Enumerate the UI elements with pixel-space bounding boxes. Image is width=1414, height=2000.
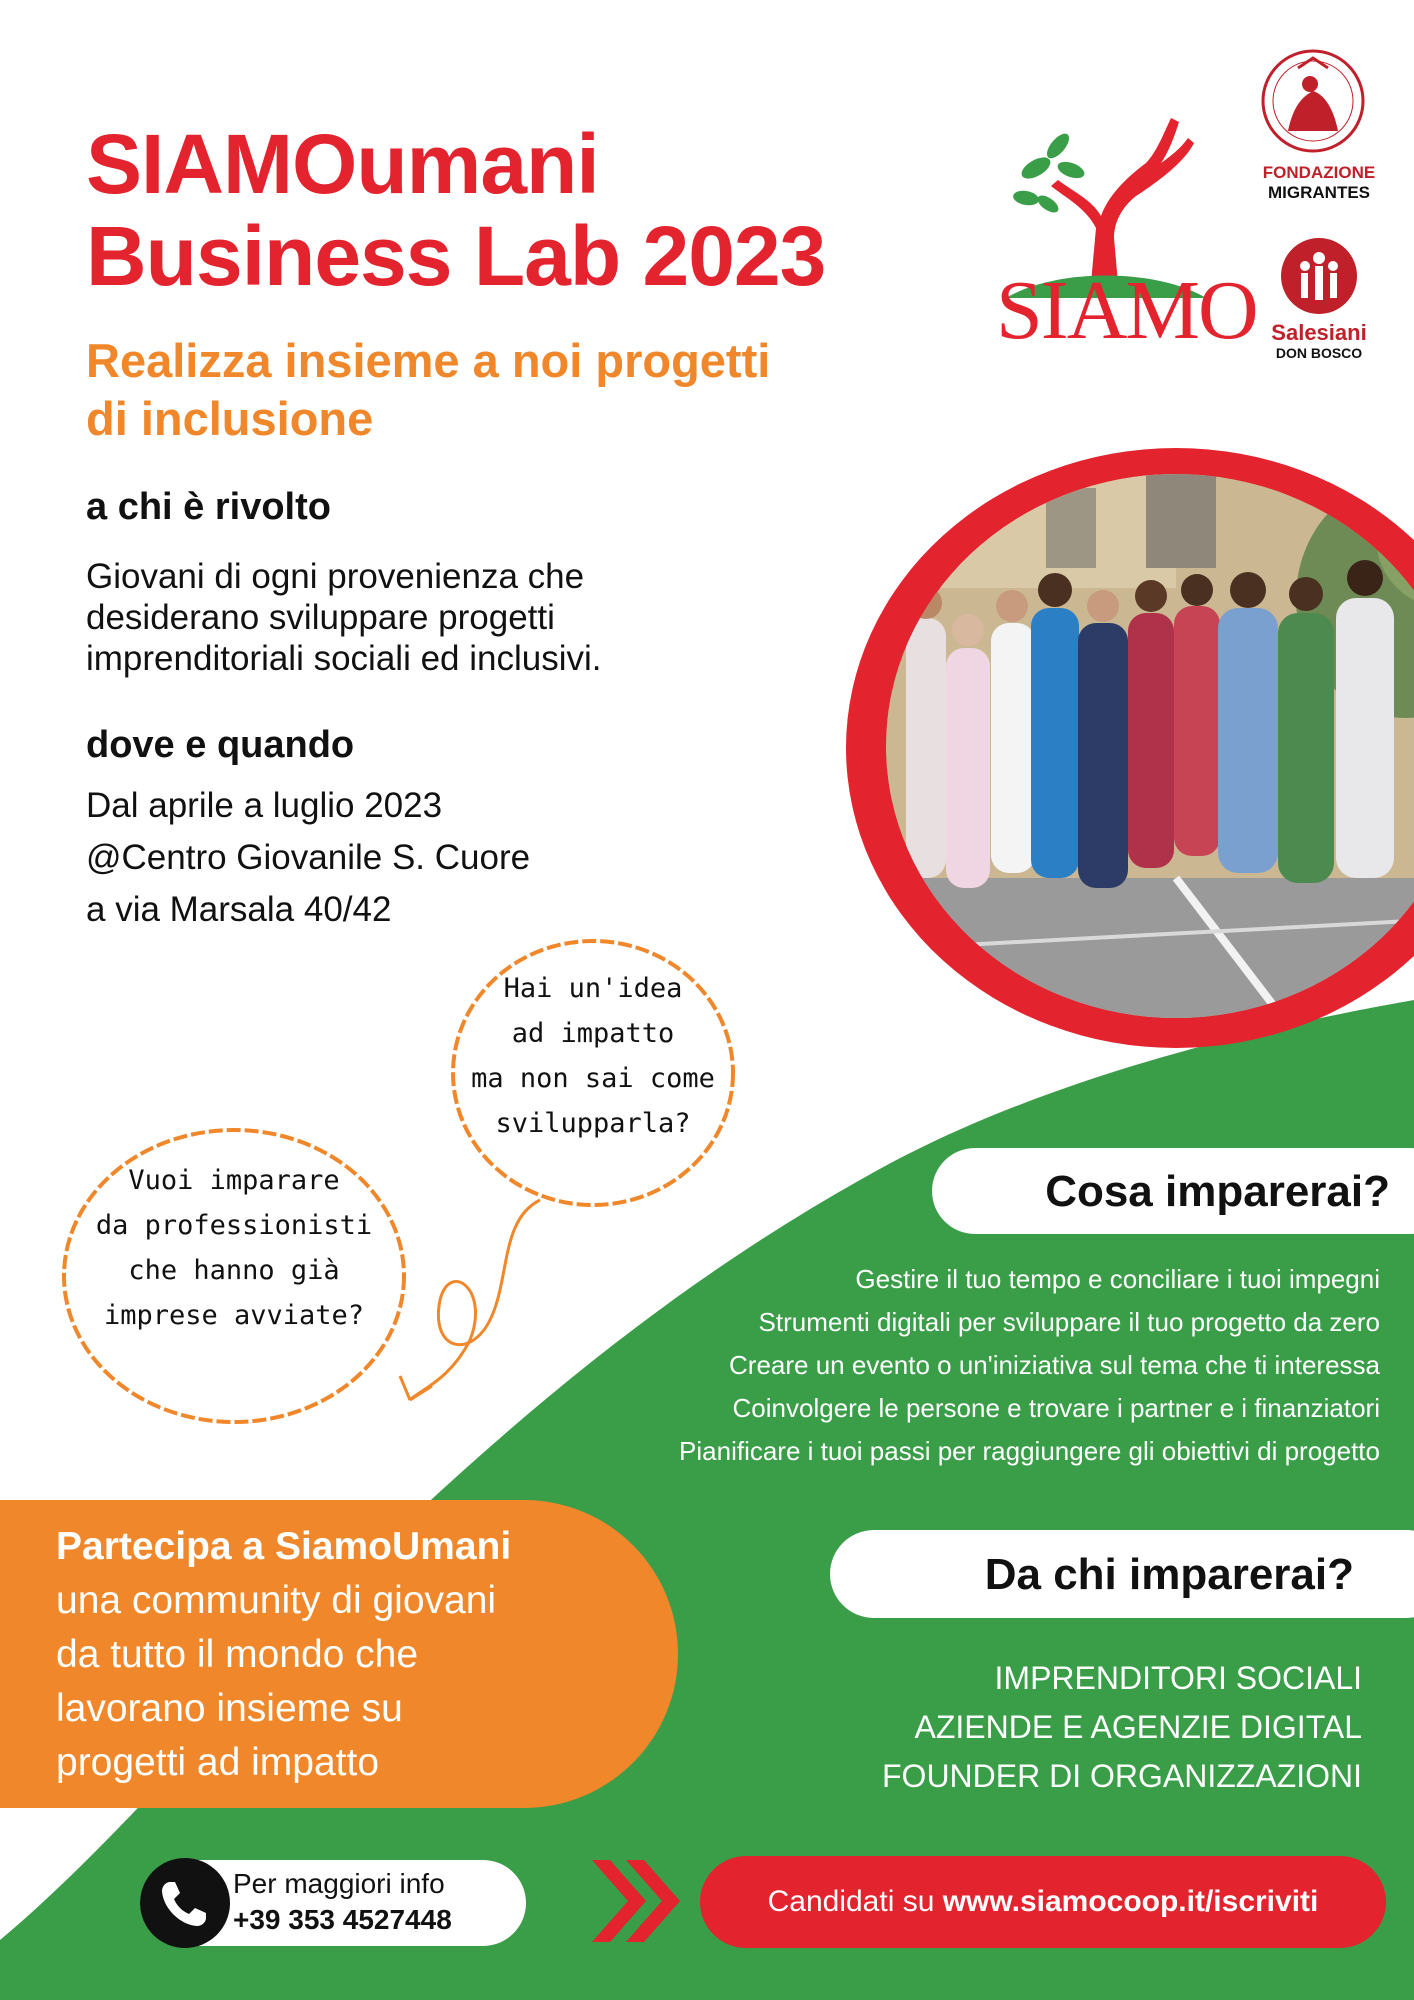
fondazione-line-1: FONDAZIONE xyxy=(1262,163,1376,182)
bubble-line: Hai un'idea xyxy=(503,973,683,1004)
community-line: progetti ad impatto xyxy=(56,1741,380,1784)
fondazione-logo xyxy=(1244,46,1394,203)
community-line: una community di giovani xyxy=(56,1579,497,1622)
where-line: @Centro Giovanile S. Cuore xyxy=(86,838,531,877)
contact-phone[interactable]: +39 353 4527448 xyxy=(233,1904,452,1935)
learn-bubble-text xyxy=(64,1158,404,1338)
apply-url-link[interactable]: www.siamocoop.it/iscriviti xyxy=(942,1885,1319,1918)
list-item: AZIENDE E AGENZIE DIGITAL xyxy=(914,1709,1362,1745)
community-heading: Partecipa a SiamoUmani xyxy=(56,1525,512,1568)
apply-prefix: Candidati su xyxy=(767,1885,943,1918)
bubble-line: ma non sai come xyxy=(471,1063,715,1094)
title-line-1: SIAMOumani xyxy=(86,117,599,211)
bubble-line: che hanno già xyxy=(128,1255,340,1286)
contact-label: Per maggiori info xyxy=(233,1868,445,1899)
bubble-line: ad impatto xyxy=(511,1018,675,1049)
community-line: lavorano insieme su xyxy=(56,1687,403,1730)
community-line: da tutto il mondo che xyxy=(56,1633,419,1676)
title-line-2: Business Lab 2023 xyxy=(86,209,826,303)
learn-list xyxy=(380,1258,1380,1473)
list-item: Gestire il tuo tempo e conciliare i tuoi impegni xyxy=(855,1264,1380,1294)
phone-circle[interactable] xyxy=(140,1858,230,1948)
bubble-line: Vuoi imparare xyxy=(128,1165,340,1196)
list-item: Strumenti digitali per sviluppare il tuo progetto da zero xyxy=(758,1307,1380,1337)
list-item: Coinvolgere le persone e trovare i partner e i finanziatori xyxy=(732,1393,1380,1423)
community-text xyxy=(56,1520,511,1790)
target-line: imprenditoriali sociali ed inclusivi. xyxy=(86,639,602,678)
bubble-line: da professionisti xyxy=(95,1210,373,1241)
where-line: Dal aprile a luglio 2023 xyxy=(86,786,443,825)
list-item: IMPRENDITORI SOCIALI xyxy=(994,1660,1362,1696)
subtitle-line-1: Realizza insieme a noi progetti xyxy=(86,334,771,387)
fondazione-seal-icon xyxy=(1258,46,1368,156)
page-title xyxy=(86,118,986,302)
bubble-line: imprese avviate? xyxy=(103,1300,365,1331)
salesiani-icon xyxy=(1279,236,1359,316)
teachers-heading: Da chi imparerai? xyxy=(984,1550,1354,1599)
where-line: a via Marsala 40/42 xyxy=(86,890,392,929)
subtitle-line-2: di inclusione xyxy=(86,392,374,445)
chevron-double-right-icon xyxy=(588,1856,688,1946)
salesiani-line-1: Salesiani xyxy=(1271,320,1367,345)
salesiani-line-2: DON BOSCO xyxy=(1275,345,1363,361)
bubble-line: svilupparla? xyxy=(495,1108,691,1139)
list-item: FOUNDER DI ORGANIZZAZIONI xyxy=(882,1758,1362,1794)
photo-frame xyxy=(846,448,1414,1048)
target-line: Giovani di ogni provenienza che xyxy=(86,557,585,596)
where-heading: dove e quando xyxy=(86,724,355,766)
apply-text[interactable] xyxy=(700,1856,1386,1948)
target-line: desiderano sviluppare progetti xyxy=(86,598,555,637)
teachers-list xyxy=(882,1654,1362,1801)
list-item: Pianificare i tuoi passi per raggiungere gli obiettivi di progetto xyxy=(679,1436,1380,1466)
fondazione-line-2: MIGRANTES xyxy=(1268,183,1370,202)
salesiani-logo xyxy=(1254,236,1384,361)
target-text xyxy=(86,556,601,679)
contact-text xyxy=(233,1866,452,1938)
list-item: Creare un evento o un'iniziativa sul tema che ti interessa xyxy=(729,1350,1380,1380)
subtitle xyxy=(86,332,966,448)
phone-icon xyxy=(140,1858,230,1948)
siamo-logo-text: SIAMO xyxy=(996,264,1257,357)
group-photo xyxy=(846,448,1414,1048)
learn-heading: Cosa imparerai? xyxy=(1045,1167,1390,1216)
siamo-logo xyxy=(996,108,1257,358)
idea-bubble-text xyxy=(433,966,753,1146)
target-heading: a chi è rivolto xyxy=(86,486,331,528)
